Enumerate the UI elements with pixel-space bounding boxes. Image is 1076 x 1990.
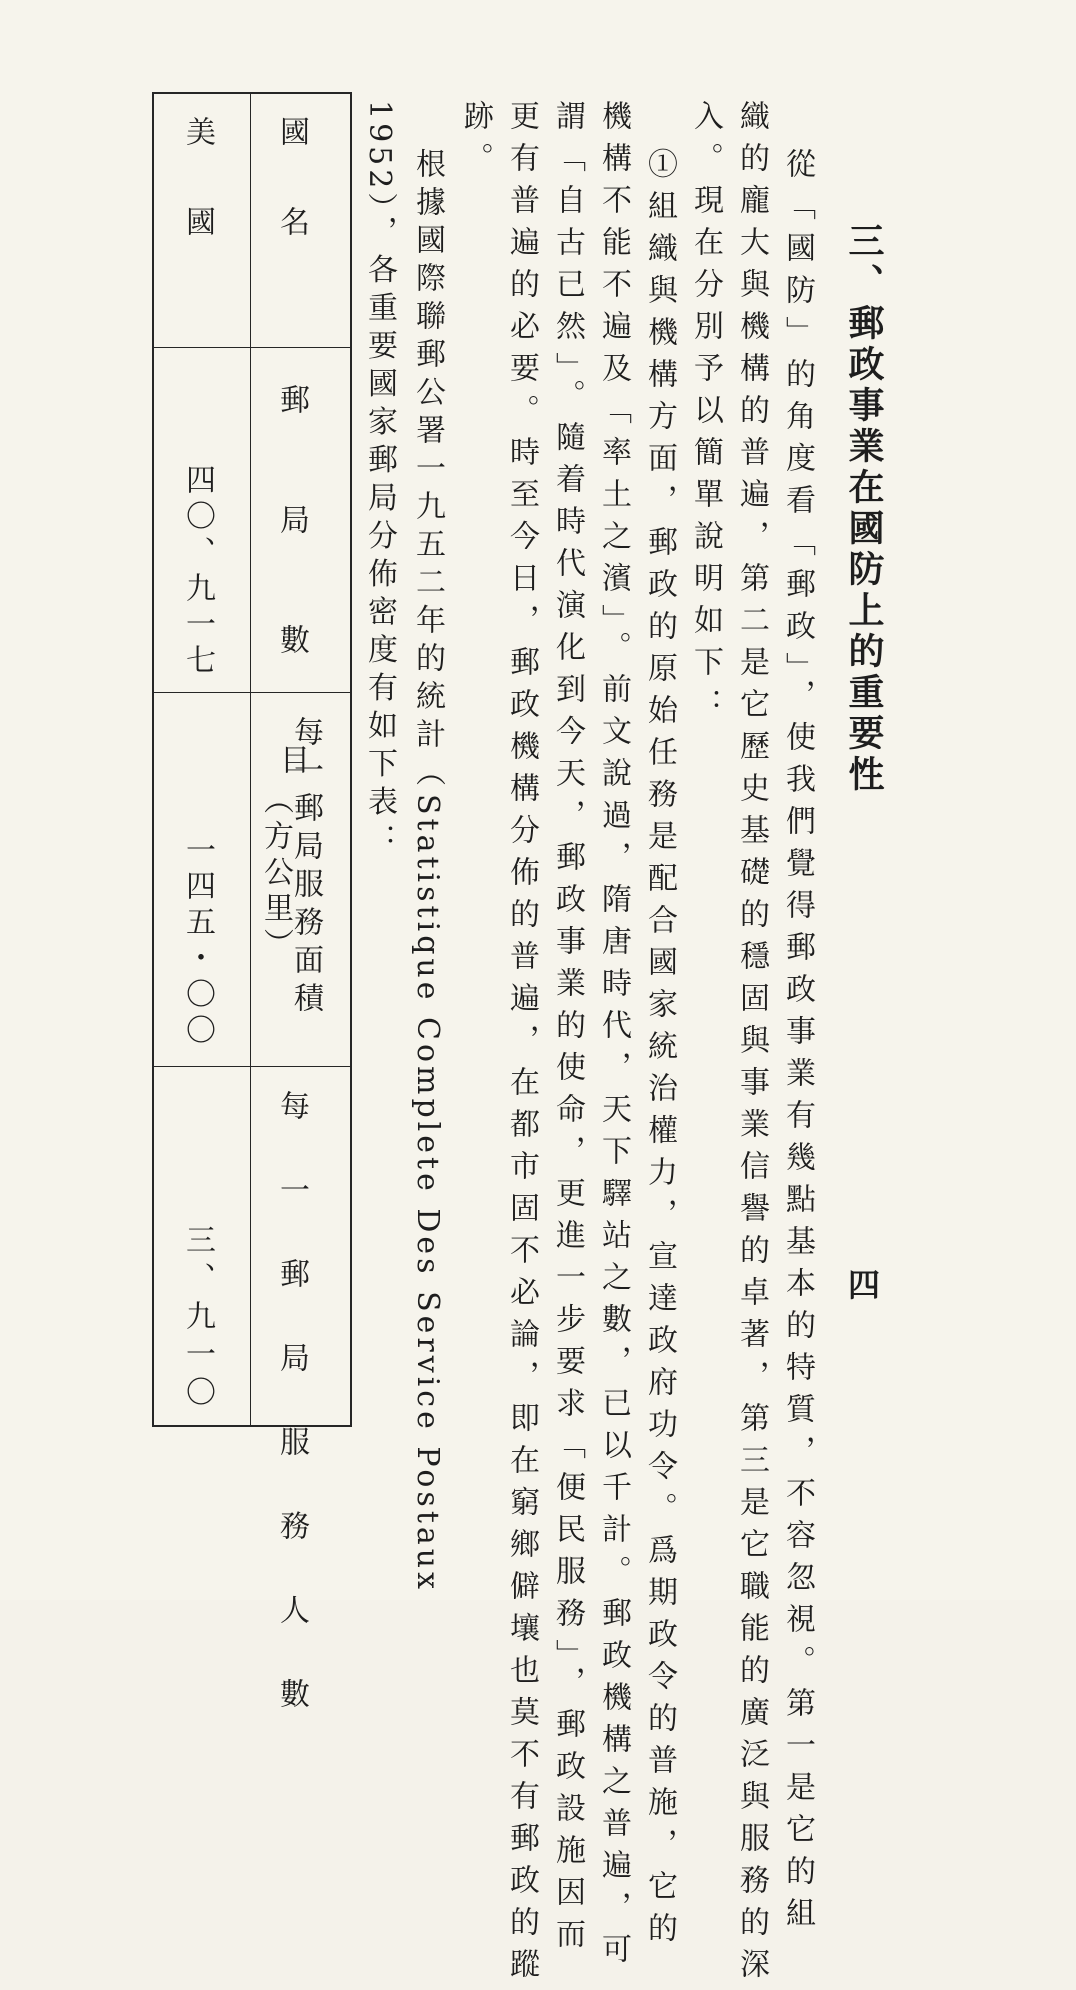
body-line-5: 機構不能不遍及「率土之濱」。前文說過，隋唐時代，天下驛站之數，已以千計。郵政機構之普遍，可	[596, 100, 631, 1975]
table-column-divider	[250, 94, 251, 1425]
body-line-3: 入。現在分別予以簡單說明如下：	[688, 100, 723, 730]
stat-intro-latin-year: 1952	[362, 100, 397, 193]
stat-intro-line-2	[362, 100, 397, 862]
body-line-1: 從「國防」的角度看「郵政」，使我們覺得郵政事業有幾點基本的特質，不容忽視。第一是它的組	[780, 148, 815, 1939]
table-row-divider	[154, 347, 350, 348]
cell-area-per-office: 一四五・〇〇	[180, 834, 215, 1050]
stat-intro-suffix: ），各重要國家郵局分佈密度有如下表：	[362, 192, 397, 862]
header-country: 國 名	[274, 116, 309, 236]
body-line-6: 謂「自古已然」。隨着時代演化到今天，郵政事業的使命，更進一步要求「便民服務」，郵政設施因而	[550, 100, 585, 1960]
table-row-divider	[154, 1066, 350, 1067]
stat-intro-latin-title: Statistique Complete Des Service Postaux	[410, 794, 445, 1593]
header-area-per-office: 每一郵局服務面積	[288, 716, 323, 1020]
stat-intro-prefix: 根據國際聯郵公署一九五二年的統計（	[410, 148, 445, 794]
section-heading: 三、郵政事業在國防上的重要性	[843, 222, 885, 796]
cell-country: 美 國	[180, 116, 215, 236]
body-line-4: ①組織與機構方面，郵政的原始任務是配合國家統治權力，宣達政府功令。爲期政令的普施，它的	[642, 148, 677, 1954]
cell-post-office-count: 四〇、九一七	[180, 464, 215, 680]
body-line-8: 跡。	[458, 100, 493, 184]
header-area-unit: （方公里）	[258, 784, 293, 964]
stat-intro-line-1	[410, 148, 445, 1593]
post-office-density-table	[152, 92, 352, 1720]
body-line-2: 織的龐大與機構的普遍，第二是它歷史基礎的穩固與事業信譽的卓著，第三是它職能的廣泛與服務的深	[734, 100, 769, 1990]
header-people-per-office: 每 一 郵 局 服 務 人 數	[274, 1090, 309, 1720]
body-line-7: 更有普遍的必要。時至今日，郵政機構分佈的普遍，在都市固不必論，即在窮鄉僻壤也莫不有郵政的蹤	[504, 100, 539, 1990]
table-row-divider	[154, 692, 350, 693]
header-post-office-count: 郵 局 數 目	[274, 384, 309, 804]
page-number: 四	[843, 1268, 881, 1300]
cell-people-per-office: 三、九一〇	[180, 1224, 215, 1414]
